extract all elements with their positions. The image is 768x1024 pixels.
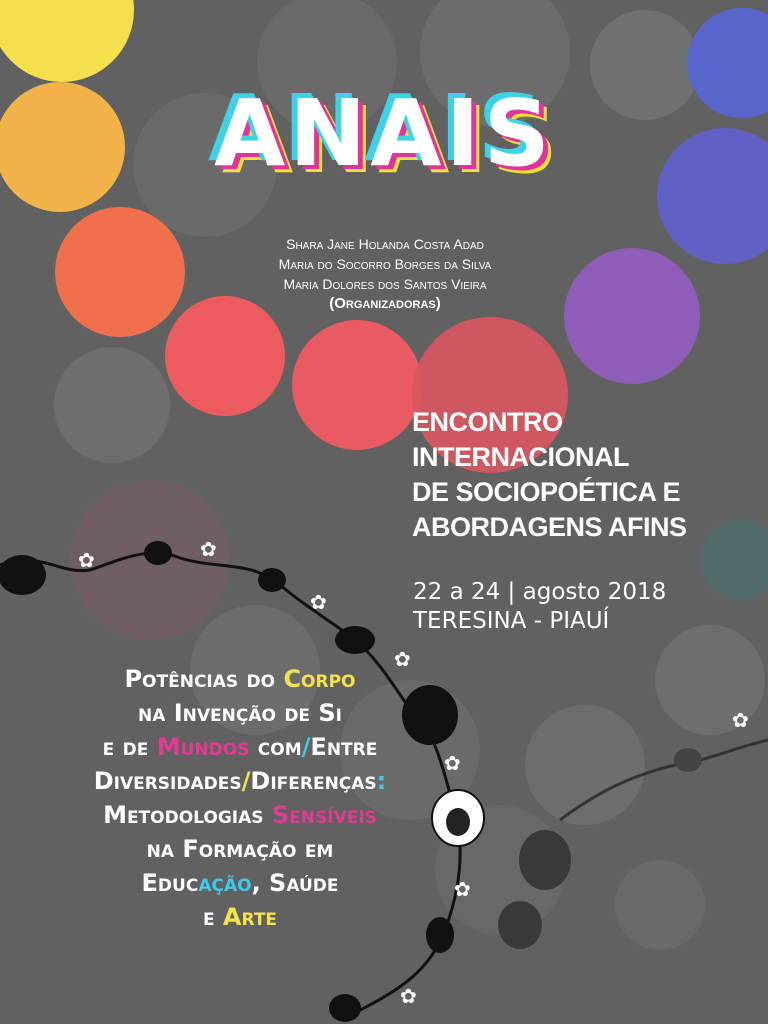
subtitle-text: com <box>249 733 302 761</box>
subtitle-highlight: Mundos <box>156 733 250 761</box>
subtitle-text: e <box>202 903 223 931</box>
subtitle-highlight: / <box>301 733 311 761</box>
event-title-line: DE SOCIOPOÉTICA E <box>412 477 681 507</box>
red-circle <box>165 296 285 416</box>
grey-circle <box>525 705 645 825</box>
event-place: TERESINA - PIAUÍ <box>413 608 610 634</box>
organizer-name: Maria do Socorro Borges da Silva <box>278 256 492 272</box>
svg-text:✿: ✿ <box>310 590 327 614</box>
subtitle-highlight: / <box>241 767 251 795</box>
svg-text:✿: ✿ <box>200 537 217 561</box>
event-title <box>412 405 687 545</box>
event-date: 22 a 24 | agosto 2018 <box>413 579 667 605</box>
subtitle-highlight: ação <box>198 869 252 897</box>
subtitle-highlight: Sensíveis <box>271 801 377 829</box>
subtitle-line: na Invenção de Si <box>137 699 343 727</box>
svg-text:✿: ✿ <box>444 751 461 775</box>
subtitle-text: Entre <box>310 733 378 761</box>
subtitle-text: , Saúde <box>251 869 339 897</box>
subtitle-line <box>40 730 440 764</box>
subtitle-line <box>40 764 440 798</box>
svg-text:✿: ✿ <box>454 877 471 901</box>
svg-text:✿: ✿ <box>732 708 749 732</box>
subtitle-text: e de <box>102 733 157 761</box>
yellow-circle <box>0 0 134 82</box>
subtitle-line <box>40 900 440 934</box>
organizers-block <box>220 234 550 314</box>
organizer-name: Shara Jane Holanda Costa Adad <box>286 236 484 252</box>
subtitle-text: Diversidades <box>93 767 242 795</box>
svg-text:✿: ✿ <box>78 548 95 572</box>
organizers-role: (Organizadoras) <box>329 295 441 312</box>
event-title-line: ABORDAGENS AFINS <box>412 512 687 542</box>
event-title-line: ENCONTRO <box>412 407 563 437</box>
subtitle-highlight: Arte <box>222 903 278 931</box>
event-date-place <box>413 578 666 636</box>
subtitle-text: Educ <box>141 869 199 897</box>
grey-circle <box>615 860 705 950</box>
subtitle-text: Metodologias <box>103 801 272 829</box>
svg-text:✿: ✿ <box>400 984 417 1008</box>
svg-text:✿: ✿ <box>394 647 411 671</box>
cover-title: ANAIS <box>214 80 554 187</box>
teal-circle <box>700 520 768 600</box>
subtitle-text: Diferenças <box>250 767 377 795</box>
subtitle-line <box>40 662 440 696</box>
subtitle-line <box>40 798 440 832</box>
event-title-line: INTERNACIONAL <box>412 442 629 472</box>
organizer-name: Maria Dolores dos Santos Vieira <box>283 276 487 292</box>
subtitle-text: Potências do <box>124 665 284 693</box>
coral-circle <box>55 207 185 337</box>
grey-circle <box>54 347 170 463</box>
red-circle <box>292 320 422 450</box>
subtitle-highlight: : <box>376 767 387 795</box>
subtitle-line <box>40 866 440 900</box>
cover-subtitle <box>40 662 440 934</box>
purple-circle <box>564 248 700 384</box>
subtitle-highlight: Corpo <box>283 665 356 693</box>
subtitle-line: na Formação em <box>146 835 334 863</box>
